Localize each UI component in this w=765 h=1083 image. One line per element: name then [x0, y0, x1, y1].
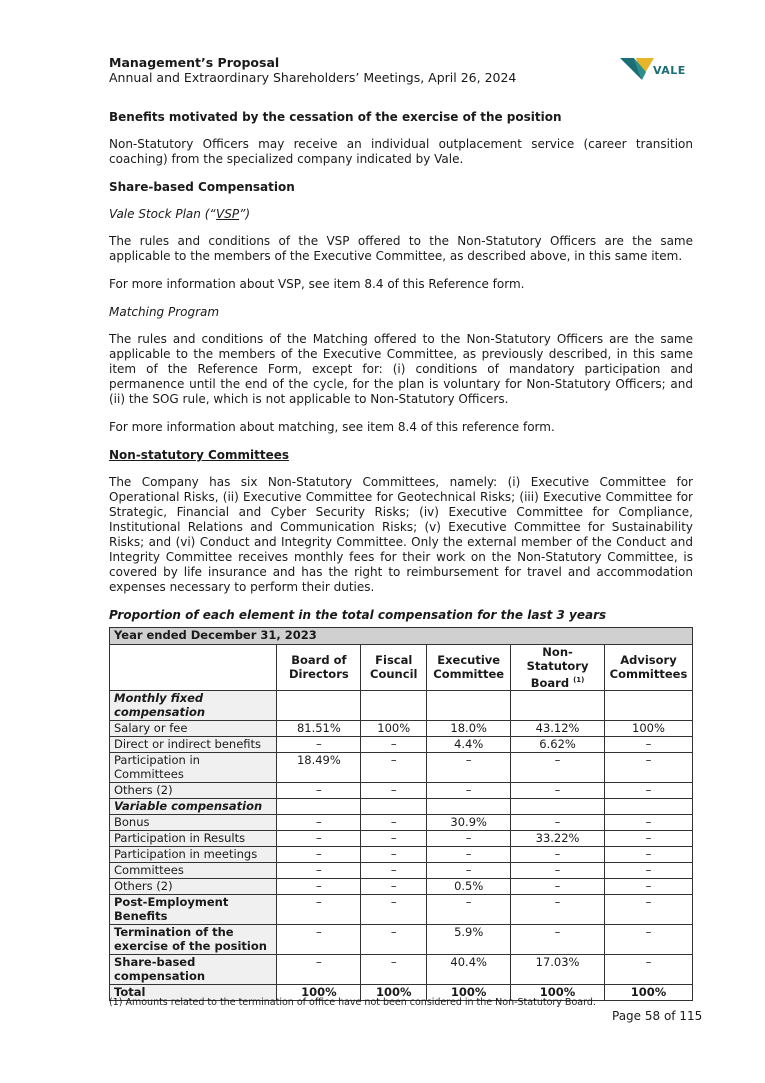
cell-value: – — [277, 954, 361, 984]
cell-value: – — [361, 924, 427, 954]
table-row — [110, 720, 693, 736]
heading-share-based: Share-based Compensation — [109, 180, 295, 194]
paragraph-matching-rules: The rules and conditions of the Matching offered to the Non-Statutory Officers are the same applicable to the members of the Executive Committee, as previously described, in this same item of the Reference Form, except for: (i) conditions of mandatory participation and permanence until the end of the cycle, for the plan is voluntary for Non-Statutory Officers; and (ii) the SOG rule, which is not applicable to Non-Statutory Officers. — [109, 332, 693, 406]
cell-value: – — [361, 894, 427, 924]
cell-value: 100% — [511, 984, 605, 1000]
table-row — [110, 830, 693, 846]
cell-value: – — [427, 752, 511, 782]
cell-value: – — [427, 830, 511, 846]
cell-value: – — [277, 830, 361, 846]
row-label: Others (2) — [110, 878, 277, 894]
table-row — [110, 954, 693, 984]
cell-value: 33.22% — [511, 830, 605, 846]
row-label: Salary or fee — [110, 720, 277, 736]
heading-proportion: Proportion of each element in the total compensation for the last 3 years — [109, 608, 607, 622]
cell-value: – — [604, 954, 692, 984]
cell-value: – — [361, 878, 427, 894]
cell-value: 6.62% — [511, 736, 605, 752]
row-label: Participation in Results — [110, 830, 277, 846]
col-advisory-committees: Advisory Committees — [604, 645, 692, 691]
col-non-statutory-board: Non-Statutory Board $^{(1)}$ — [511, 645, 605, 691]
row-label: Share-based compensation — [110, 954, 277, 984]
cell-value: – — [361, 782, 427, 798]
cell-value: – — [604, 862, 692, 878]
cell-value: – — [361, 814, 427, 830]
cell-value: – — [277, 814, 361, 830]
row-label: Participation in Committees — [110, 752, 277, 782]
col-executive-committee: Executive Committee — [427, 645, 511, 691]
cell-value: 81.51% — [277, 720, 361, 736]
col-fiscal-council: Fiscal Council — [361, 645, 427, 691]
cell-value: 30.9% — [427, 814, 511, 830]
cell-value: – — [511, 846, 605, 862]
table-corner — [110, 645, 277, 691]
cell-value: – — [277, 736, 361, 752]
col-board-of-directors: Board of Directors — [277, 645, 361, 691]
cell-value: – — [427, 846, 511, 862]
heading-benefits: Benefits motivated by the cessation of the exercise of the position — [109, 110, 562, 124]
cell-value: – — [361, 752, 427, 782]
cell-value: – — [604, 736, 692, 752]
body-content — [109, 108, 693, 622]
table-row — [110, 846, 693, 862]
cell-value: – — [604, 878, 692, 894]
cell-value: – — [604, 782, 692, 798]
table-row — [110, 894, 693, 924]
cell-value: – — [511, 862, 605, 878]
section-variable: Variable compensation — [110, 798, 277, 814]
cell-value: – — [604, 830, 692, 846]
page-number: Page 58 of 115 — [612, 1009, 703, 1023]
cell-value: – — [361, 736, 427, 752]
cell-value: – — [511, 814, 605, 830]
row-label: Others (2) — [110, 782, 277, 798]
paragraph-outplacement: Non-Statutory Officers may receive an individual outplacement service (career transition coaching) from the specialized company indicated by Vale. — [109, 137, 693, 166]
vale-logo-text: VALE — [653, 64, 686, 77]
cell-value: 100% — [604, 720, 692, 736]
cell-value: – — [277, 878, 361, 894]
cell-value: – — [604, 924, 692, 954]
cell-value: – — [511, 924, 605, 954]
document-subtitle: Annual and Extraordinary Shareholders’ Meetings, April 26, 2024 — [109, 70, 517, 85]
cell-value: 40.4% — [427, 954, 511, 984]
cell-value: – — [511, 878, 605, 894]
cell-value: 100% — [361, 984, 427, 1000]
cell-value: – — [361, 954, 427, 984]
cell-value: 18.0% — [427, 720, 511, 736]
row-label: Committees — [110, 862, 277, 878]
paragraph-vsp-rules: The rules and conditions of the VSP offered to the Non-Statutory Officers are the same applicable to the members of the Executive Committee, as described above, in this same item. — [109, 234, 693, 263]
cell-value: – — [427, 894, 511, 924]
paragraph-vsp-info: For more information about VSP, see item 8.4 of this Reference form. — [109, 277, 525, 291]
cell-value: – — [427, 862, 511, 878]
cell-value: – — [277, 846, 361, 862]
paragraph-committees: The Company has six Non-Statutory Committees, namely: (i) Executive Committee for Operational Risks, (ii) Executive Committee for Geotechnical Risks; (iii) Executive Committee for Strategic, Financial and Cyber Security Risks; (iv) Executive Committee for Compliance, Institutional Relations and Communication Risks; (v) Executive Committee for Sustainability Risks; and (vi) Conduct and Integrity Committee. Only the external member of the Conduct and Integrity Committee receives monthly fees for their work on the Non-Statutory Committee, is covered by life insurance and has the right to reimbursement for travel and accommodation expenses necessary to perform their duties. — [109, 475, 693, 594]
matching-title: Matching Program — [109, 305, 220, 319]
section-monthly-fixed: Monthly fixed compensation — [110, 690, 277, 720]
cell-value: – — [427, 782, 511, 798]
cell-value: – — [361, 862, 427, 878]
heading-non-statutory: Non-statutory Committees — [109, 448, 290, 462]
cell-value: 17.03% — [511, 954, 605, 984]
cell-value: 18.49% — [277, 752, 361, 782]
cell-value: – — [361, 846, 427, 862]
cell-value: – — [604, 894, 692, 924]
paragraph-matching-info: For more information about matching, see item 8.4 of this reference form. — [109, 420, 555, 434]
cell-value: – — [511, 752, 605, 782]
cell-value: 100% — [277, 984, 361, 1000]
cell-value: – — [511, 894, 605, 924]
cell-value: – — [361, 830, 427, 846]
row-label: Post-Employment Benefits — [110, 894, 277, 924]
cell-value: – — [277, 862, 361, 878]
cell-value: – — [277, 894, 361, 924]
compensation-table — [109, 627, 693, 1001]
table-footnote: (1) Amounts related to the termination of office have not been considered in the Non-Statutory Board. — [109, 997, 596, 1008]
row-label: Participation in meetings — [110, 846, 277, 862]
table-row — [110, 862, 693, 878]
cell-value: 100% — [361, 720, 427, 736]
cell-value: 0.5% — [427, 878, 511, 894]
table-row — [110, 782, 693, 798]
table-row — [110, 752, 693, 782]
cell-value: – — [604, 752, 692, 782]
table-row — [110, 878, 693, 894]
cell-value: 43.12% — [511, 720, 605, 736]
cell-value: – — [277, 924, 361, 954]
table-row — [110, 736, 693, 752]
cell-value: 100% — [604, 984, 692, 1000]
cell-value: – — [511, 782, 605, 798]
cell-value: – — [277, 782, 361, 798]
table-row — [110, 924, 693, 954]
cell-value: 100% — [427, 984, 511, 1000]
row-label: Bonus — [110, 814, 277, 830]
table-year-header: Year ended December 31, 2023 — [110, 628, 693, 645]
row-label: Direct or indirect benefits — [110, 736, 277, 752]
cell-value: – — [604, 814, 692, 830]
cell-value: 5.9% — [427, 924, 511, 954]
row-label: Termination of the exercise of the position — [110, 924, 277, 954]
cell-value: – — [604, 846, 692, 862]
row-label: Total — [110, 984, 277, 1000]
document-title: Management’s Proposal — [109, 55, 280, 70]
vsp-title: Vale Stock Plan (“VSP”) — [109, 207, 251, 221]
cell-value: 4.4% — [427, 736, 511, 752]
table-row — [110, 814, 693, 830]
